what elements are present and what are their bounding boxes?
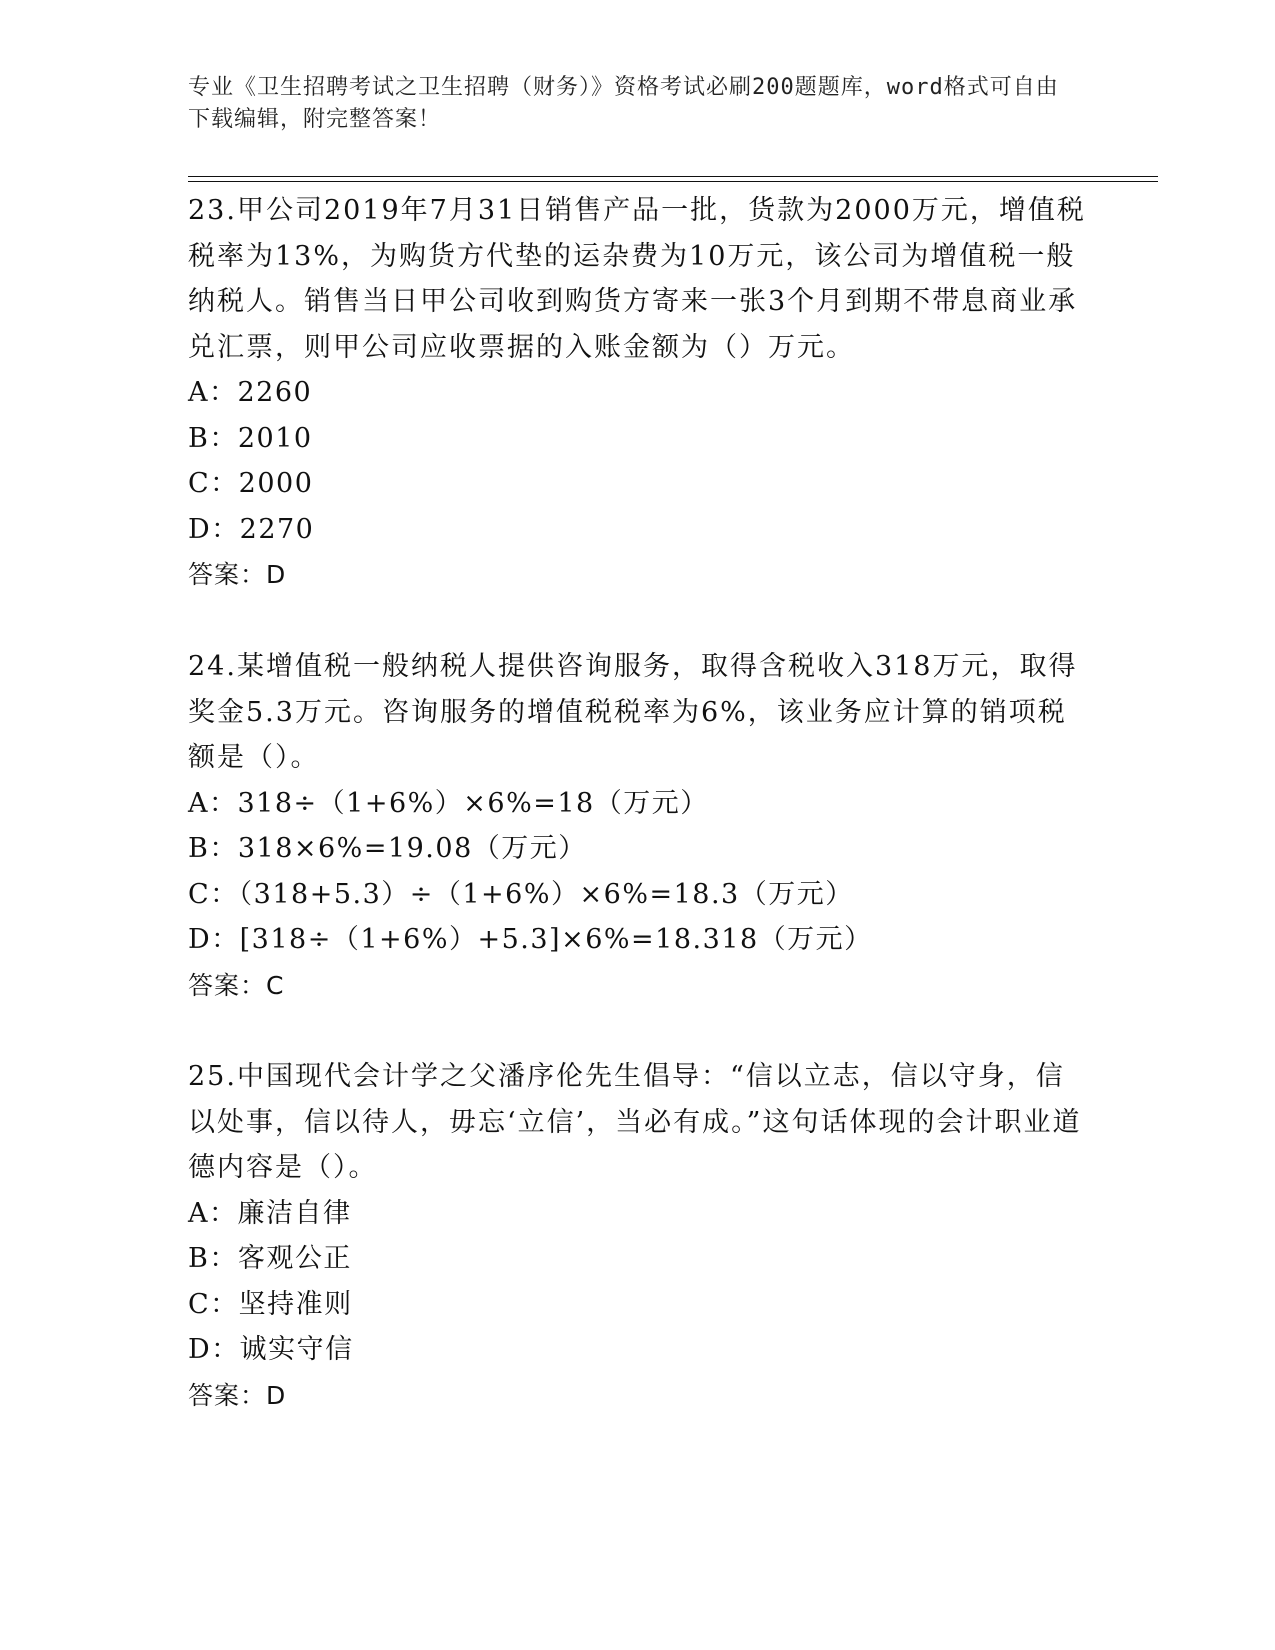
question-stem: 24.某增值税一般纳税人提供咨询服务，取得含税收入318万元，取得奖金5.3万元。咨询服务的增值税税率为6%，该业务应计算的销项税额是（）。 xyxy=(188,651,1078,773)
option-b: B：2010 xyxy=(188,422,313,454)
option-c: C：坚持准则 xyxy=(188,1288,353,1320)
question-23 xyxy=(188,188,1088,598)
answer-line: 答案：C xyxy=(188,970,285,1000)
option-b: B：318×6%=19.08（万元） xyxy=(188,833,587,864)
question-stem: 25.中国现代会计学之父潘序伦先生倡导：“信以立志，信以守身，信以处事，信以待人，毋忘‘立信’，当必有成。”这句话体现的会计职业道德内容是（）。 xyxy=(188,1061,1082,1183)
option-d: D：[318÷（1+6%）+5.3]×6%=18.318（万元） xyxy=(188,924,873,955)
option-c: C：（318+5.3）÷（1+6%）×6%=18.3（万元） xyxy=(188,878,854,910)
option-d: D：2270 xyxy=(188,513,315,545)
option-d: D：诚实守信 xyxy=(188,1334,354,1365)
option-a: A：318÷（1+6%）×6%=18（万元） xyxy=(188,787,709,819)
answer-line: 答案：D xyxy=(188,560,287,589)
question-24 xyxy=(188,644,1088,1008)
option-c: C：2000 xyxy=(188,468,314,499)
header-divider-bottom xyxy=(188,181,1158,182)
option-b: B：客观公正 xyxy=(188,1243,352,1274)
header-divider-top xyxy=(188,176,1158,177)
answer-line: 答案：D xyxy=(188,1380,287,1410)
document-header: 专业《卫生招聘考试之卫生招聘（财务）》资格考试必刷200题题库，word格式可自由下载编辑，附完整答案！ xyxy=(188,75,1059,132)
question-25 xyxy=(188,1054,1088,1418)
option-a: A：2260 xyxy=(188,377,313,408)
option-a: A：廉洁自律 xyxy=(188,1197,352,1229)
question-stem: 23.甲公司2019年7月31日销售产品一批，货款为2000万元，增值税税率为13%，为购货方代垫的运杂费为10万元，该公司为增值税一般纳税人。销售当日甲公司收到购货方寄来一张3个月到期不带息商业承兑汇票，则甲公司应收票据的入账金额为（）万元。 xyxy=(188,195,1086,363)
